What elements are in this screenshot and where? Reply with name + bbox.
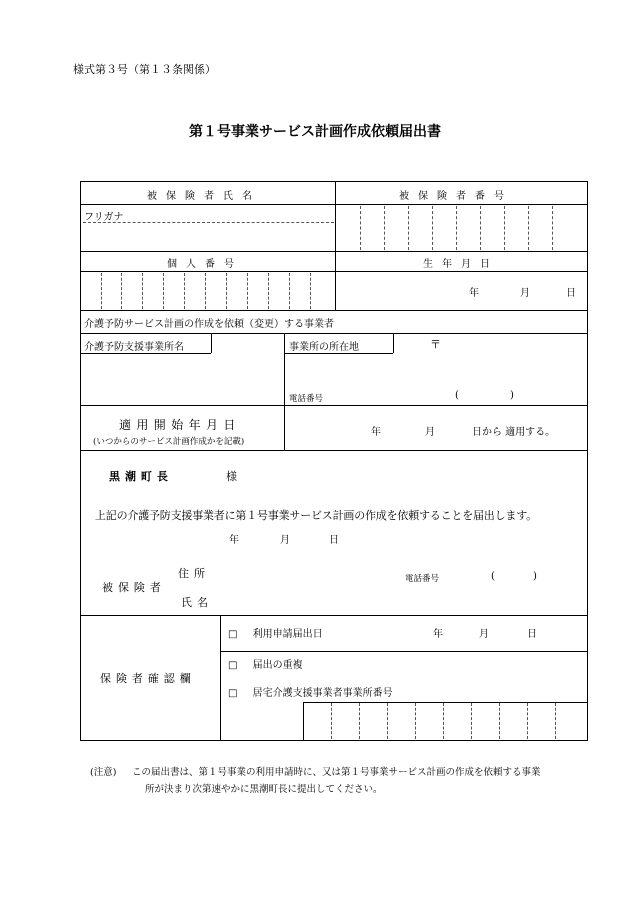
checkbox-icon[interactable]: □: [228, 688, 238, 699]
application-form-table: [80, 181, 588, 741]
checkbox-icon[interactable]: □: [228, 629, 238, 640]
check-item-duplicate[interactable]: [228, 656, 303, 671]
insured-phone-open: (: [491, 571, 495, 582]
insured-person-label: 被保険者: [102, 581, 166, 594]
provider-address-label: 事業所の所在地: [289, 342, 359, 353]
insured-number-field[interactable]: [337, 206, 587, 250]
checkbox-icon[interactable]: □: [228, 660, 238, 671]
insured-number-label: 被保険者番号: [399, 191, 513, 202]
insured-phone-label: 電話番号: [405, 574, 440, 584]
declaration-text: 上記の介護予防支援事業者に第１号事業サービス計画の作成を依頼することを届出します。: [95, 509, 537, 522]
birth-month-unit: 月: [520, 288, 530, 299]
birthdate-label: 生年月日: [423, 259, 499, 270]
personal-number-field[interactable]: [83, 273, 333, 309]
start-year-unit: 年: [371, 427, 381, 438]
insured-name-label: 被保険者氏名: [147, 191, 261, 202]
provider-phone-label: 電話番号: [289, 394, 324, 404]
start-date-note: (いつからのサービス計画作成かを記載): [93, 437, 245, 447]
birth-year-unit: 年: [469, 288, 479, 299]
declaration-month-unit: 月: [280, 535, 290, 546]
note-label: (注意): [90, 767, 117, 778]
address-label: 住所: [178, 567, 210, 580]
page-title: 第１号事業サービス計画作成依頼届出書: [189, 124, 441, 140]
furigana-label: フリガナ: [84, 212, 124, 223]
note-line-2: 所が決まり次第速やかに黒潮町長に提出してください。: [145, 784, 383, 795]
name-label: 氏名: [181, 596, 213, 609]
check-item-label: 居宅介護支援事業者事業所番号: [252, 688, 393, 699]
note: [90, 764, 541, 798]
provider-phone-close: ): [510, 390, 514, 401]
start-month-unit: 月: [425, 427, 435, 438]
check-item-application-date[interactable]: [228, 625, 323, 640]
confirm-section-label: 保険者確認欄: [100, 672, 196, 685]
birth-day-unit: 日: [566, 288, 576, 299]
note-line-1: この届出書は、第１号事業の利用申請時に、又は第１号事業サービス計画の作成を依頼する事業: [132, 767, 541, 778]
form-number: 様式第３号（第１３条関係）: [73, 63, 216, 76]
insured-name-field[interactable]: [84, 226, 334, 250]
postal-mark: 〒: [430, 338, 441, 351]
addressee-honorific: 様: [226, 470, 237, 483]
personal-number-label: 個人番号: [167, 259, 243, 270]
declaration-year-unit: 年: [229, 535, 239, 546]
check-item-label: 利用申請届出日: [252, 629, 323, 640]
check-item-office-number[interactable]: [228, 684, 393, 699]
provider-name-field[interactable]: [84, 356, 282, 403]
application-month-unit: 月: [479, 629, 489, 640]
check-item-label: 届出の重複: [252, 660, 303, 671]
insured-phone-close: ): [533, 571, 537, 582]
declaration-day-unit: 日: [329, 535, 339, 546]
start-date-label: 適用開始年月日: [119, 418, 241, 432]
start-date-suffix: 日から 適用する。: [472, 427, 556, 438]
provider-name-label: 介護予防支援事業所名: [84, 342, 184, 353]
addressee: 黒潮町長: [109, 470, 173, 483]
application-year-unit: 年: [433, 629, 443, 640]
application-day-unit: 日: [527, 629, 537, 640]
provider-section-label: 介護予防サービス計画の作成を依頼（変更）する事業者: [84, 319, 334, 330]
provider-phone-open: (: [455, 390, 459, 401]
